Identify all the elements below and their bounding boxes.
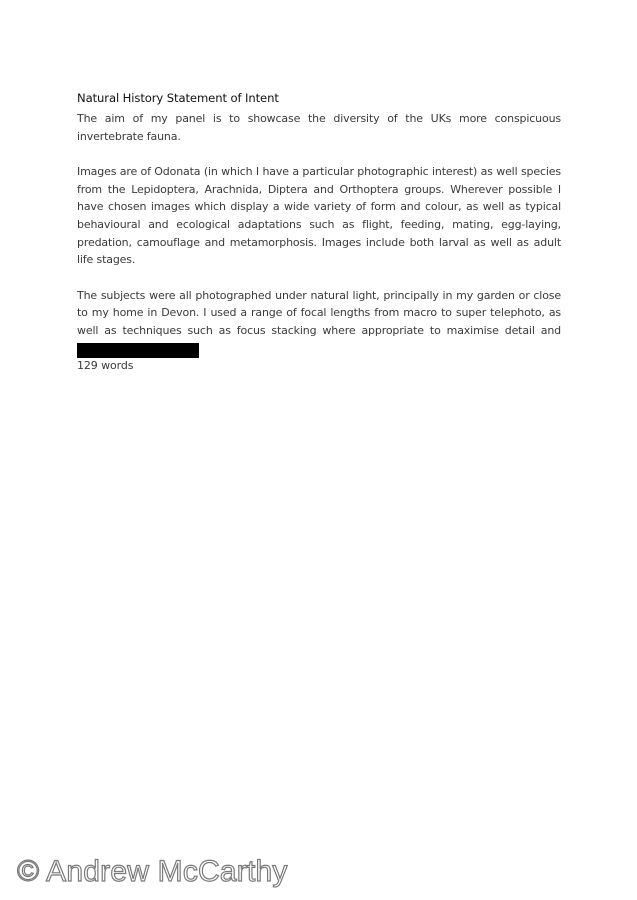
document-title: Natural History Statement of Intent (77, 91, 279, 105)
paragraph-technique: The subjects were all photographed under natural light, principally in my garden or close to my home in Devon. I used a range of focal lengths from macro to super telephoto, as well as techniques such as focus stacking where appropriate to maximise detail and (77, 288, 561, 337)
word-count: 129 words (77, 359, 134, 372)
statement-body (77, 90, 561, 357)
paragraph-subjects: Images are of Odonata (in which I have a particular photographic interest) as well species from the Lepidoptera, Arachnida, Diptera and Orthoptera groups. Wherever possible I have chosen images which display a wide variety of form and colour, as well as typical behavioural and ecological adaptations such as flight, feeding, mating, egg-laying, predation, camouflage and metamorphosis. Images include both larval as well as adult life stages. (77, 165, 561, 267)
paragraph-aim: The aim of my panel is to showcase the diversity of the UKs more conspicuous invertebrate fauna. (77, 112, 561, 143)
copyright-watermark: © Andrew McCarthy (17, 855, 288, 888)
redacted-name-bar (77, 343, 199, 358)
